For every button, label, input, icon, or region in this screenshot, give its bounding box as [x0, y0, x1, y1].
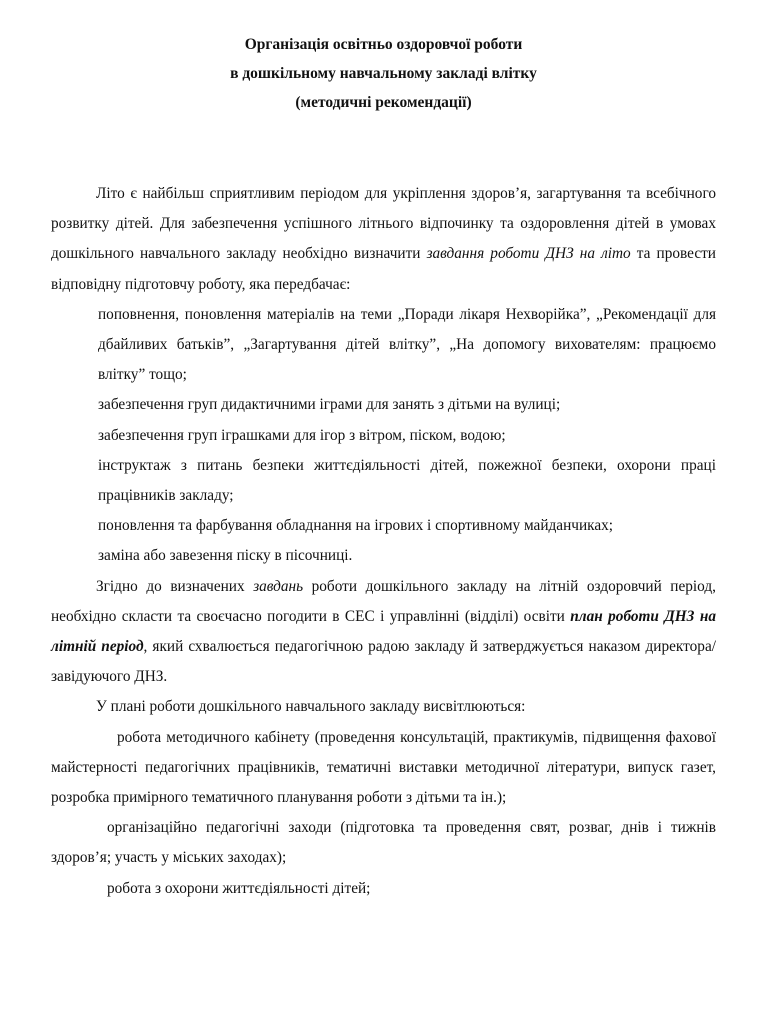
list-item: організаційно педагогічні заходи (підготовка та проведення свят, розваг, днів і тижнів здоров’я; участь у міських заходах); — [51, 819, 716, 867]
title-line-1: Організація освітньо оздоровчої роботи — [244, 36, 523, 53]
list-item: забезпечення груп дидактичними іграми для занять з дітьми на вулиці; — [98, 396, 561, 414]
list-item: поповнення, поновлення матеріалів на теми „Поради лікаря Нехворійка”, „Рекомендації для дбайливих батьків”, „Загартування дітей влітку”, „На допомогу вихователям: працюємо влітку” тощо; — [98, 305, 716, 384]
para2-text-b: роботи дошкільного закладу на літній оздоровчий період, необхідно скласти та своєчасно погодити в СЕС і управлінні (відділі) освіти — [51, 577, 716, 625]
intro-text-a: Літо є найбільш сприятливим періодом для укріплення здоров’я, загартування та всебічного розвитку дітей. Для забезпечення успішного літнього відпочинку та оздоровлення дітей в умовах дошкільного навчального закладу необхідно визначити — [51, 185, 716, 263]
list-item: забезпечення груп іграшками для ігор з вітром, піском, водою; — [98, 426, 506, 444]
intro-text-b: та провести відповідну підготовчу роботу, яка передбачає: — [51, 245, 716, 293]
document-body — [51, 179, 716, 904]
list-item: поновлення та фарбування обладнання на ігрових і спортивному майданчиках; — [98, 517, 614, 535]
para2-italic: завдань — [253, 577, 304, 595]
intro-paragraph — [51, 179, 716, 300]
plan-intro-paragraph: У плані роботи дошкільного навчального закладу висвітлюються: — [96, 698, 526, 716]
para2-text-a: Згідно до визначених — [96, 577, 254, 595]
prep-list — [51, 300, 716, 572]
title-line-2: в дошкільному навчальному закладі влітку — [230, 65, 537, 82]
list-item: робота методичного кабінету (проведення консультацій, практикумів, підвищення фахової майстерності педагогічних працівників, тематичні виставки методичної літератури, випуск газет, розробка примірного тематичного планування роботи з дітьми та ін.); — [51, 728, 716, 807]
plan-approval-paragraph — [51, 572, 716, 693]
para2-text-c: , який схвалюється педагогічною радою закладу й затверджується наказом директора/ завідуючого ДНЗ. — [51, 638, 716, 686]
list-item: заміна або завезення піску в пісочниці. — [98, 547, 353, 565]
list-item: інструктаж з питань безпеки життєдіяльності дітей, пожежної безпеки, охорони праці працівників закладу; — [98, 456, 716, 505]
list-item: робота з охорони життєдіяльності дітей; — [107, 879, 371, 897]
intro-italic: завдання роботи ДНЗ на літо — [426, 245, 631, 263]
document-title — [51, 0, 716, 117]
title-line-3: (методичні рекомендації) — [295, 94, 472, 111]
para2-bold-italic: план роботи ДНЗ на літній період — [51, 607, 716, 656]
